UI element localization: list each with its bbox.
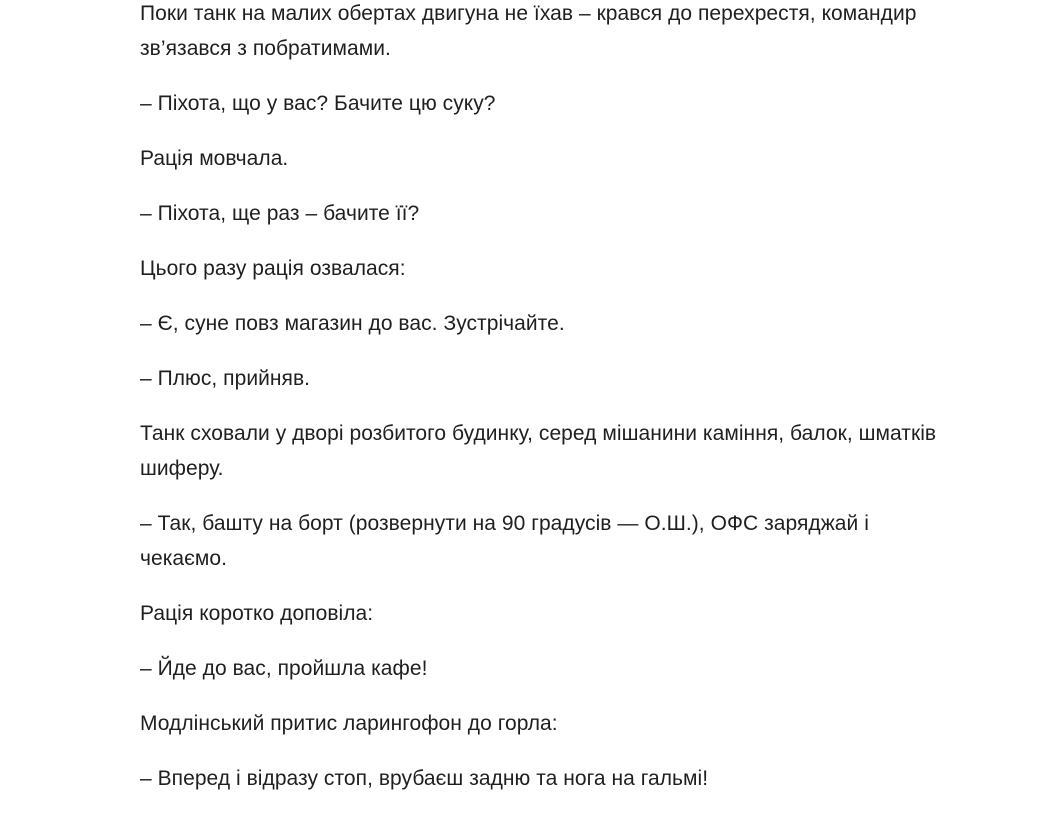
paragraph: Танк сховали у дворі розбитого будинку, серед мішанини каміння, балок, шматків шиферу. <box>140 422 937 480</box>
paragraph: – Є, суне повз магазин до вас. Зустрічайте. <box>140 312 565 335</box>
paragraph: – Плюс, прийняв. <box>140 367 311 390</box>
article-body <box>140 0 940 816</box>
paragraph: – Піхота, що у вас? Бачите цю суку? <box>140 92 496 115</box>
paragraph: Рація мовчала. <box>140 147 289 170</box>
paragraph: – Так, башту на борт (розвернути на 90 градусів — О.Ш.), ОФС заряджай і чекаємо. <box>140 512 869 570</box>
paragraph: Модлінський притис ларингофон до горла: <box>140 712 558 735</box>
paragraph: Поки танк на малих обертах двигуна не їхав – крався до перехрестя, командир зв’язався з побратимами. <box>140 2 917 60</box>
paragraph: Рація коротко доповіла: <box>140 602 374 625</box>
paragraph: – Йде до вас, пройшла кафе! <box>140 657 428 680</box>
paragraph: – Вперед і відразу стоп, врубаєш задню та нога на гальмі! <box>140 767 709 790</box>
paragraph: Цього разу рація озвалася: <box>140 257 406 280</box>
paragraph: – Піхота, ще раз – бачите її? <box>140 202 420 225</box>
